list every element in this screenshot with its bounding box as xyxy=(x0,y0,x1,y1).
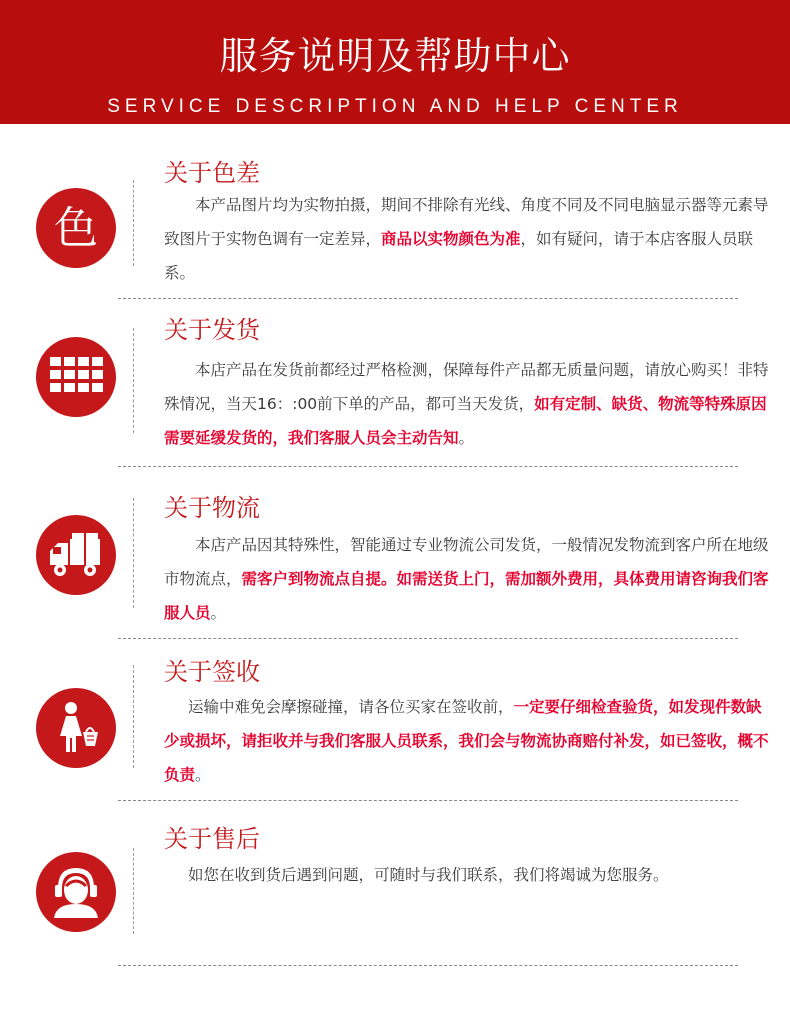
page-header xyxy=(0,0,790,124)
customer-service-headset-icon xyxy=(36,852,116,932)
section-body: 本产品图片均为实物拍摄，期间不排除有光线、角度不同及不同电脑显示器等元素导致图片于实物色调有一定差异，商品以实物颜色为准，如有疑问，请于本店客服人员联系。 xyxy=(164,196,769,282)
section-title: 关于色差 xyxy=(164,159,260,187)
section-divider xyxy=(118,466,738,467)
color-character-icon xyxy=(36,188,116,268)
section-title: 关于物流 xyxy=(164,494,260,522)
section-body: 本店产品在发货前都经过严格检测，保障每件产品都无质量问题，请放心购买！非特殊情况，当天16：:00前下单的产品，都可当天发货，如有定制、缺货、物流等特殊原因需要延缓发货的，我们客服人员会主动告知。 xyxy=(164,361,769,447)
section-body: 运输中难免会摩擦碰撞，请各位买家在签收前，一定要仔细检查验货，如发现件数缺少或损坏，请拒收并与我们客服人员联系，我们会与物流协商赔付补发，如已签收，概不负责。 xyxy=(164,698,769,784)
section-divider xyxy=(118,965,738,966)
section-divider xyxy=(118,638,738,639)
page-title: 服务说明及帮助中心 xyxy=(219,34,571,78)
section-title: 关于售后 xyxy=(164,825,260,853)
page-subtitle: SERVICE DESCRIPTION AND HELP CENTER xyxy=(107,96,683,117)
svg-text:色: 色 xyxy=(54,203,98,254)
section-divider xyxy=(118,800,738,801)
section-body: 本店产品因其特殊性，智能通过专业物流公司发货，一般情况发物流到客户所在地级市物流点，需客户到物流点自提。如需送货上门，需加额外费用，具体费用请咨询我们客服人员。 xyxy=(164,536,769,622)
delivery-truck-icon xyxy=(36,515,116,595)
section-title: 关于发货 xyxy=(164,316,260,344)
calendar-grid-icon xyxy=(36,337,116,417)
section-body: 如您在收到货后遇到问题，可随时与我们联系，我们将竭诚为您服务。 xyxy=(188,866,669,884)
shopper-with-basket-icon xyxy=(36,688,116,768)
section-title: 关于签收 xyxy=(164,658,260,686)
section-divider xyxy=(118,298,738,299)
